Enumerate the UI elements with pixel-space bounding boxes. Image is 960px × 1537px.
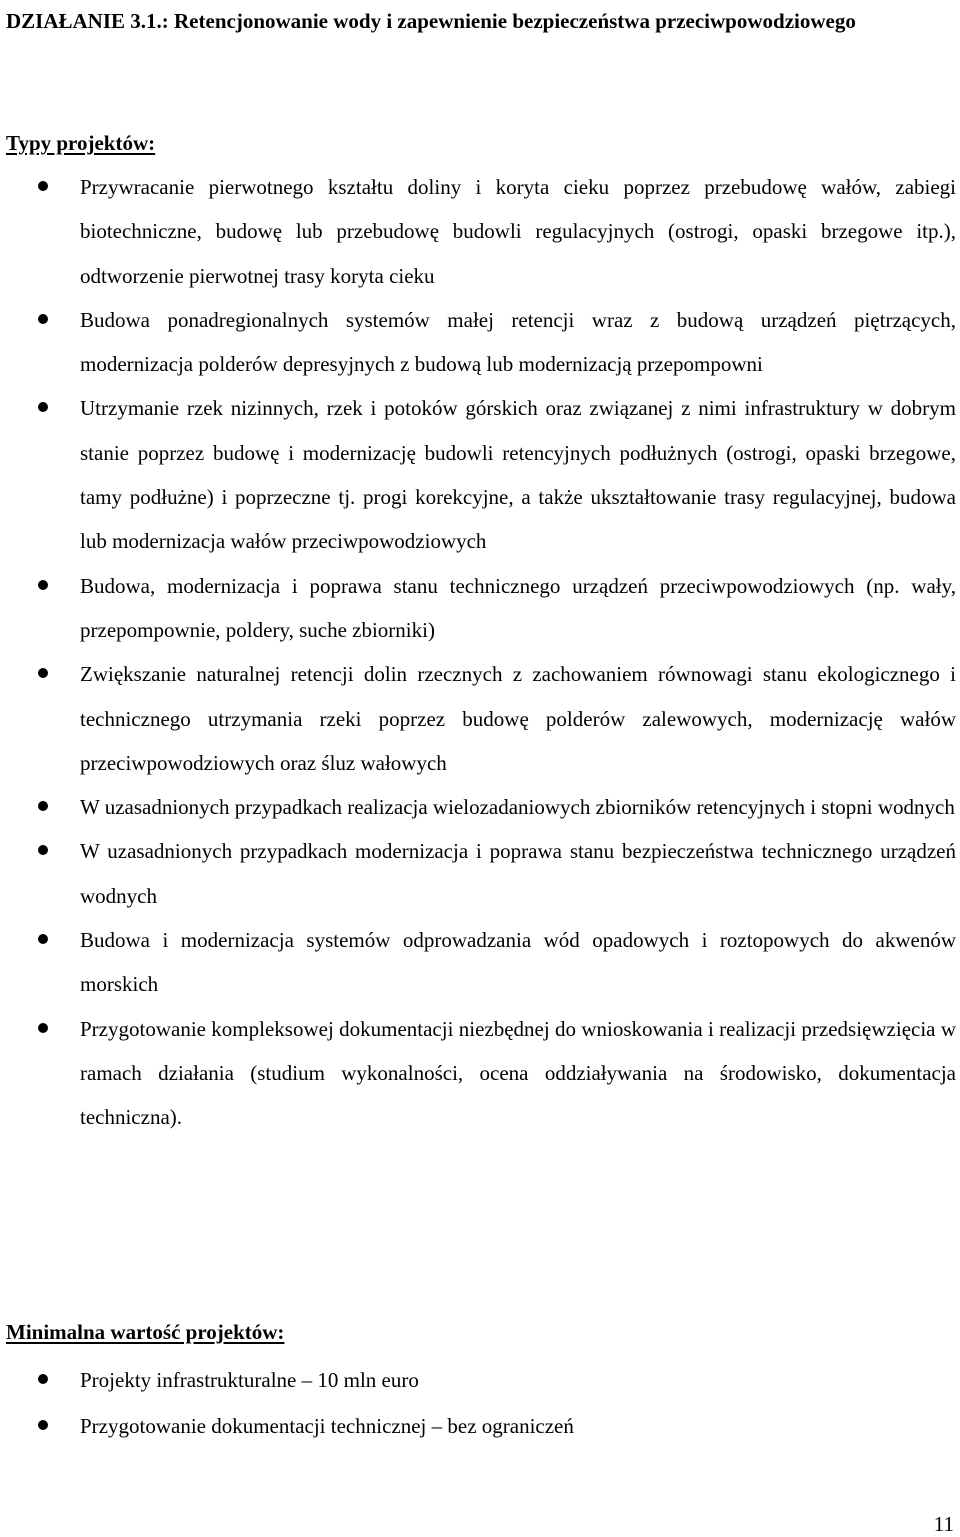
list-item xyxy=(0,386,956,563)
list-item xyxy=(0,298,956,387)
list-item xyxy=(0,785,956,829)
bullet-icon xyxy=(38,934,48,944)
list-item xyxy=(0,918,956,1007)
bullet-icon xyxy=(38,402,48,412)
list-item-text: Przygotowanie dokumentacji technicznej – bez ograniczeń xyxy=(80,1414,574,1438)
list-item xyxy=(0,829,956,918)
min-value-title: Minimalna wartość projektów: xyxy=(6,1320,285,1344)
bullet-icon xyxy=(38,314,48,324)
project-types-list xyxy=(0,165,960,1140)
list-item-text: Zwiększanie naturalnej retencji dolin rzecznych z zachowaniem równowagi stanu ekologicznego i technicznego utrzymania rzeki poprzez budowę polderów zalewowych, modernizację wałów przeciwpowodziowych oraz śluz wałowych xyxy=(80,662,956,775)
list-item xyxy=(0,1357,956,1403)
project-types-title: Typy projektów: xyxy=(6,131,156,155)
list-item-text: Utrzymanie rzek nizinnych, rzek i potoków górskich oraz związanej z nimi infrastruktury w dobrym stanie poprzez budowę i modernizację budowli retencyjnych podłużnych (ostrogi, opaski brzegowe, tamy podłużne) i poprzeczne tj. progi korekcyjne, a także ukształtowanie trasy regulacyjnej, budowa lub modernizacja wałów przeciwpowodziowych xyxy=(80,396,956,554)
page-heading: DZIAŁANIE 3.1.: Retencjonowanie wody i zapewnienie bezpieczeństwa przeciwpowodziowego xyxy=(6,9,856,33)
page-number: 11 xyxy=(933,1512,954,1536)
list-item-text: W uzasadnionych przypadkach modernizacja i poprawa stanu bezpieczeństwa technicznego urządzeń wodnych xyxy=(80,839,956,908)
list-item-text: Przygotowanie kompleksowej dokumentacji niezbędnej do wnioskowania i realizacji przedsięwzięcia w ramach działania (studium wykonalności, ocena oddziaływania na środowisko, dokumentacja techniczna). xyxy=(80,1016,956,1130)
list-item-text: Przywracanie pierwotnego kształtu doliny i koryta cieku poprzez przebudowę wałów, zabiegi biotechniczne, budowę lub przebudowę budowli regulacyjnych (ostrogi, opaski brzegowe itp.), odtworzenie pierwotnej trasy koryta cieku xyxy=(80,175,956,288)
bullet-icon xyxy=(38,181,48,191)
bullet-icon xyxy=(38,1420,48,1430)
list-item xyxy=(0,1007,956,1140)
list-item-text: Budowa ponadregionalnych systemów małej retencji wraz z budową urządzeń piętrzących, modernizacja polderów depresyjnych z budową lub modernizacją przepompowni xyxy=(80,307,956,377)
bullet-icon xyxy=(38,1374,48,1384)
bullet-icon xyxy=(38,580,48,590)
bullet-icon xyxy=(38,1023,48,1033)
min-value-list xyxy=(0,1357,960,1449)
bullet-icon xyxy=(38,845,48,855)
list-item xyxy=(0,1403,956,1449)
list-item-text: Budowa i modernizacja systemów odprowadzania wód opadowych i roztopowych do akwenów morskich xyxy=(80,928,956,997)
list-item xyxy=(0,652,956,785)
list-item-text: W uzasadnionych przypadkach realizacja wielozadaniowych zbiorników retencyjnych i stopni wodnych xyxy=(80,795,955,820)
list-item-text: Budowa, modernizacja i poprawa stanu technicznego urządzeń przeciwpowodziowych (np. wały, przepompownie, poldery, suche zbiorniki) xyxy=(80,573,956,642)
list-item-text: Projekty infrastrukturalne – 10 mln euro xyxy=(80,1368,419,1392)
bullet-icon xyxy=(38,668,48,678)
bullet-icon xyxy=(38,801,48,811)
list-item xyxy=(0,564,956,653)
list-item xyxy=(0,165,956,298)
